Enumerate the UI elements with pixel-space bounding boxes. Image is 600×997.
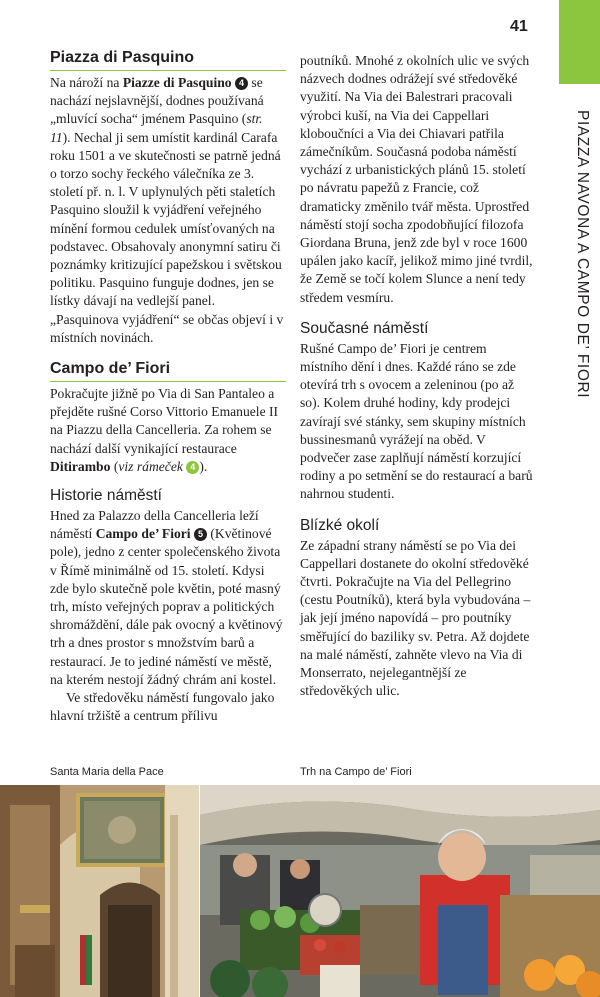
restaurant-name: Ditirambo	[50, 458, 111, 474]
place-name: Campo de’ Fiori	[95, 526, 191, 542]
page-number: 41	[510, 18, 528, 35]
market-scene-illustration	[200, 785, 600, 997]
paragraph-pasquino: Na nároží na Piazze di Pasquino 4 se nachází nejslavnější, dodnes používaná „mluvící socha“ jménem Pasquino (str. 11). Nechal ji sem umístit kardinál Carafa roku 1501 a ve skutečnosti se patrně jedná o torzo sochy řeckého válečníka ze 3. století př. n. l. V uplynulých pěti staletích Pasquino sloužil k vyjádření veřejného mínění formou cedulek umísťovaných na podstavec. Obsahovaly anonymní satiru či poznámky kritizující papežskou i světskou politiku. Pasquino funguje dodnes, jen se lístky dávají na vedlejší panel. „Pasquinova vyjádření“ se občas objeví i v místních novinách.	[50, 75, 284, 345]
box-reference: viz rámeček	[118, 458, 183, 474]
heading-campo-de-fiori: Campo de’ Fiori	[50, 359, 286, 382]
photo-strip	[0, 785, 600, 997]
heading-soucasne-namesti: Současné náměstí	[300, 319, 429, 337]
paragraph-continued: poutníků. Mnohé z okolních ulic ve svých názvech dodnes odrážejí své středověké využití. Na Via dei Balestrari pracovali výrobci kuší, na Via dei Cappellari kloboučníci a Via dei Chiavari patřila zámečníkům. Současná podoba náměstí vychází z urbanistických plánů 15. století po návratu papežů z Francie, což dramaticky změnilo tvář města. Uprostřed náměstí stojí socha zpodobňující filozofa Giordana Bruna, jenž zde byl v roce 1600 upálen jako kacíř, jelikož mimo jiné tvrdil, že Země se točí kolem Slunce a není tedy středem vesmíru.	[300, 53, 533, 305]
right-column	[300, 52, 536, 701]
photo-campo-market	[200, 785, 600, 997]
page-reference: str. 11	[50, 111, 263, 145]
caption-market: Trh na Campo de’ Fiori	[300, 766, 412, 778]
caption-santa-maria: Santa Maria della Pace	[50, 766, 164, 778]
restaurant-marker-badge: 4	[186, 461, 199, 474]
heading-piazza-di-pasquino: Piazza di Pasquino	[50, 48, 286, 71]
running-head-text: PIAZZA NAVONA A CAMPO DE’ FIORI	[574, 110, 591, 399]
church-interior-illustration	[0, 785, 199, 997]
photo-santa-maria-della-pace	[0, 785, 199, 997]
place-name: Piazze di Pasquino	[122, 75, 232, 90]
running-head	[563, 110, 597, 410]
paragraph-soucasne: Rušné Campo de’ Fiori je centrem místního dění i dnes. Každé ráno se zde otevírá trh s ovocem a zeleninou (po až so). Kolem druhé hodiny, kdy prodejci zavírají své stánky, sem skupiny místních bussinesmanů vyrážejí na oběd. V podvečer zase zaplňují náměstí korzující rodiny a po setmění se do restaurací a barů nahrnou studenti.	[300, 340, 533, 502]
map-marker-badge: 5	[194, 528, 207, 541]
paragraph-blizke: Ze západní strany náměstí se po Via dei Cappellari dostanete do okolní středověké čtvrti. Pokračujte na Via del Pellegrino (cestu Poutníků), která byla vybudována – jak její jméno napovídá – pro poutníky směřující do baziliky sv. Petra. Až dojdete na malé náměstí, zahněte vlevo na Via di Monserrato, nejelegantnější ze středověkých ulic.	[300, 537, 531, 699]
chapter-tab	[559, 0, 600, 84]
paragraph-historie-2: Ve středověku náměstí fungovalo jako hlavní tržiště a centrum přílivu	[50, 690, 275, 724]
heading-historie-namesti: Historie náměstí	[50, 487, 162, 505]
paragraph-historie: Hned za Palazzo della Cancelleria leží náměstí Campo de’ Fiori 5 (Květinové pole), jedno z center společenského života v Římě minimálně od 15. století. Kdysi zde bylo skutečně pole květin, poté masný trh, místo veřejných poprav a politických shromáždění, dále pak ovocný a květinový trh a dnes prostor s množstvím barů a restaurací. Je to jediné náměstí ve městě, na kterém nestojí žádný chrám ani kostel.	[50, 508, 283, 687]
map-marker-badge: 4	[235, 77, 248, 90]
paragraph-campo: Pokračujte jižně po Via di San Pantaleo a přejděte rušné Corso Vittorio Emanuele II na Piazzu della Cancelleria. Za rohem se nachází další vynikající restaurace Ditirambo (viz rámeček 4 ).	[50, 386, 279, 474]
left-column	[50, 48, 286, 726]
heading-blizke-okoli: Blízké okolí	[300, 516, 380, 534]
